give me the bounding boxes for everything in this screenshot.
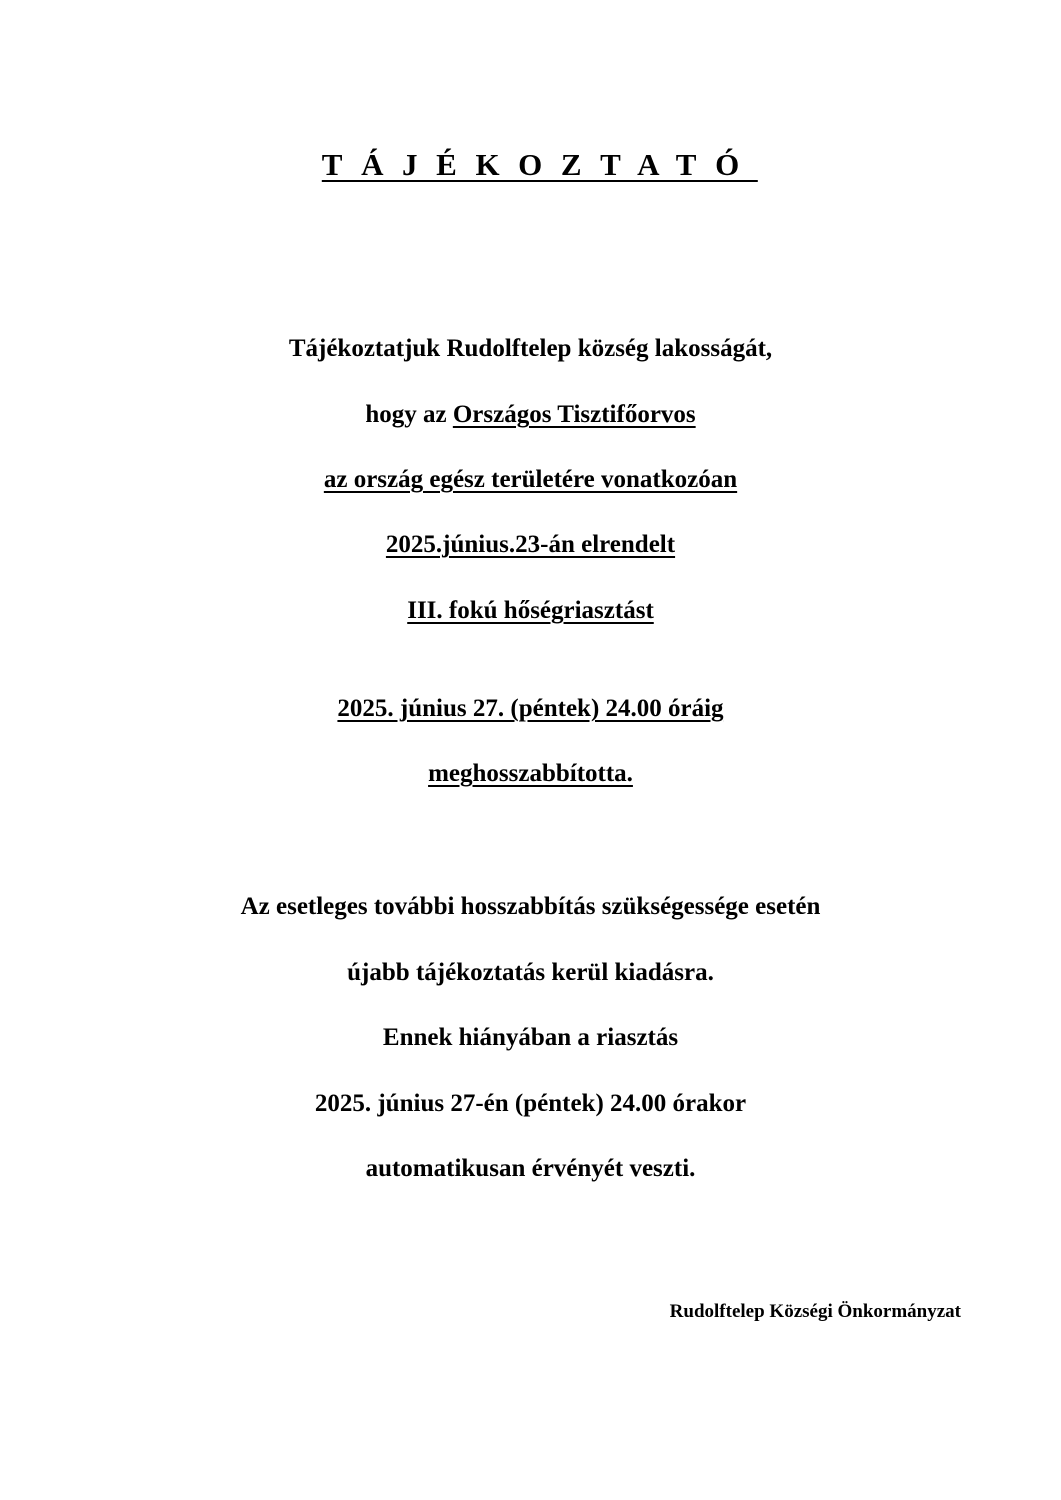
intro-line-5 — [0, 594, 1061, 628]
signature: Rudolftelep Községi Önkormányzat — [669, 1301, 961, 1322]
alert-level: III. fokú hőségriasztást — [407, 597, 654, 624]
note-line-1: Az esetleges további hosszabbítás szükségessége esetén — [240, 893, 821, 920]
note-line-4: 2025. június 27-én (péntek) 24.00 órakor — [314, 1090, 747, 1117]
note-line-5: automatikusan érvényét veszti. — [365, 1155, 696, 1182]
order-date: 2025.június.23-án elrendelt — [385, 531, 676, 558]
extension-verb: meghosszabbította. — [428, 760, 633, 787]
intro-line-4 — [0, 528, 1061, 562]
note-line-2: újabb tájékoztatás kerül kiadásra. — [347, 959, 714, 986]
authority-name: Országos Tisztifőorvos — [452, 401, 696, 428]
intro-line-2 — [0, 398, 1061, 432]
extension-line-1 — [0, 692, 1061, 726]
note-line-3: Ennek hiányában a riasztás — [382, 1024, 679, 1051]
intro-line-1: Tájékoztatjuk Rudolftelep község lakosságát, — [288, 335, 773, 362]
extension-deadline: 2025. június 27. (péntek) 24.00 óráig — [337, 695, 724, 722]
intro-line-2-prefix: hogy az — [365, 401, 453, 428]
extension-line-2 — [0, 757, 1061, 791]
intro-line-3-text: az ország egész területére vonatkozóan — [323, 466, 738, 493]
intro-line-3 — [0, 463, 1061, 497]
document-title-text: TÁJÉKOZTATÓ — [321, 147, 758, 182]
document-title — [0, 141, 1061, 189]
